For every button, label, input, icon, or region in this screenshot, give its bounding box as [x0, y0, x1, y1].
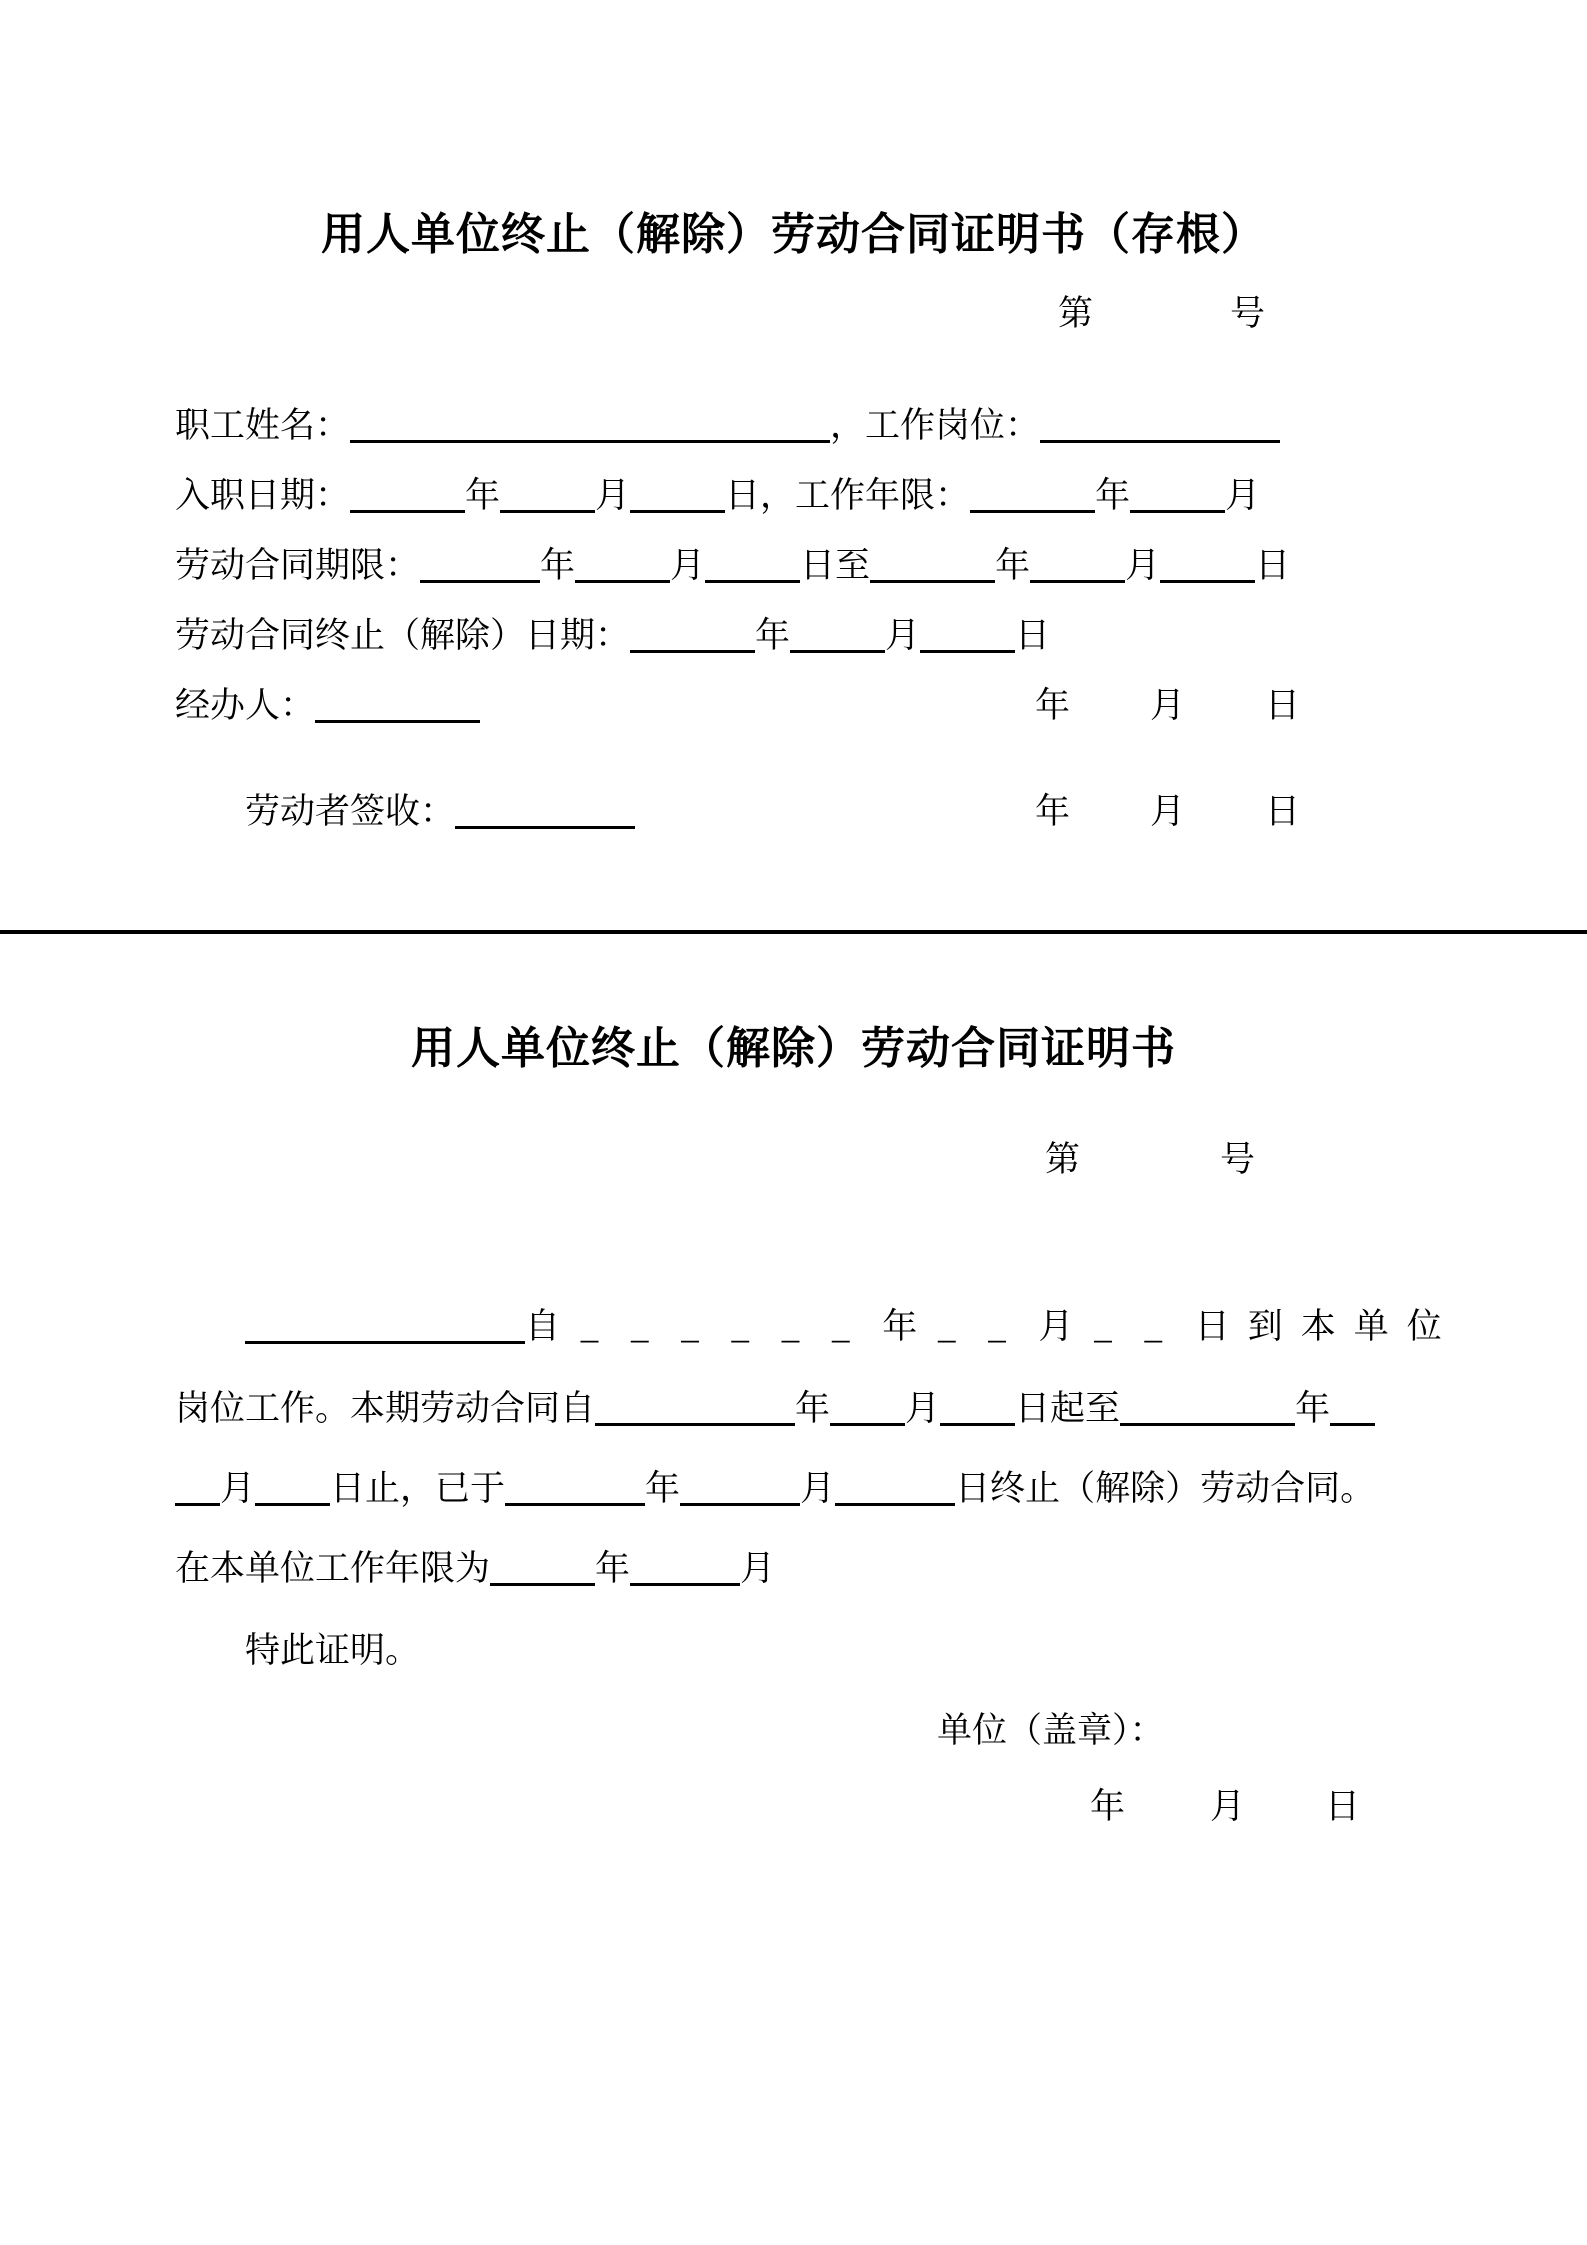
text-run: 号	[1230, 294, 1266, 333]
text-run: 年	[795, 1389, 831, 1428]
spacer	[175, 822, 245, 823]
text-run: 日	[1265, 686, 1301, 725]
spacer	[1125, 1817, 1210, 1818]
contract-term-line	[175, 542, 1415, 590]
spacer	[635, 822, 1035, 823]
text-run: 日，工作年限：	[725, 476, 971, 515]
text-run: 职工姓名：	[175, 406, 351, 445]
spacer	[175, 1817, 1090, 1818]
text-run: 月	[1038, 1307, 1074, 1346]
blank-underline	[175, 1466, 220, 1506]
text-run: 年	[645, 1469, 681, 1508]
blank-underline	[1330, 1386, 1375, 1426]
blank-underline	[500, 473, 595, 513]
spacer	[1093, 324, 1230, 325]
stub-number-line	[175, 290, 1415, 338]
blank-underline	[1120, 1386, 1295, 1426]
text-run: 在本单位工作年限为	[175, 1549, 491, 1588]
blank-underline	[680, 1466, 800, 1506]
certificate-paragraph-line-3	[175, 1465, 1415, 1513]
certificate-title: 用人单位终止（解除）劳动合同证明书	[411, 1024, 1176, 1073]
text-run: 年	[540, 546, 576, 585]
blank-underline	[255, 1466, 330, 1506]
blank-underline	[630, 613, 755, 653]
text-run: 劳动者签收：	[245, 792, 456, 831]
text-run: 日	[1265, 792, 1301, 831]
hire-date-line	[175, 472, 1415, 520]
blank-underline	[1030, 543, 1125, 583]
text-run: 自	[525, 1307, 561, 1346]
text-run: ，工作岗位：	[830, 406, 1041, 445]
text-run: 日至	[800, 546, 871, 585]
termination-date-line	[175, 612, 1415, 660]
text-run: 月	[670, 546, 706, 585]
handler-line	[175, 682, 1415, 730]
blank-underline	[790, 613, 885, 653]
spacer	[175, 1337, 245, 1338]
text-run: 年	[995, 546, 1031, 585]
spacer	[1245, 1817, 1325, 1818]
blank-underline	[455, 789, 635, 829]
text-run: 劳动合同终止（解除）日期：	[175, 616, 631, 655]
text-run: 劳动合同期限：	[175, 546, 421, 585]
text-run: 经办人：	[175, 686, 316, 725]
text-run: 年	[595, 1549, 631, 1588]
blank-underline	[575, 543, 670, 583]
text-run: 月	[905, 1389, 941, 1428]
text-run: 月	[800, 1469, 836, 1508]
text-run: _ _	[1073, 1307, 1195, 1346]
spacer	[175, 1170, 1045, 1171]
blank-underline	[630, 473, 725, 513]
text-run: 月	[1210, 1787, 1246, 1826]
blank-underline	[940, 1386, 1015, 1426]
text-run: _ _ _ _ _ _	[560, 1307, 883, 1346]
section-divider	[0, 930, 1587, 934]
blank-underline	[245, 1304, 525, 1344]
blank-underline	[420, 543, 540, 583]
text-run: 年	[465, 476, 501, 515]
certificate-paragraph-line-4	[175, 1545, 1415, 1593]
text-run: _ _	[917, 1307, 1039, 1346]
text-run: 号	[1220, 1140, 1256, 1179]
blank-underline	[490, 1546, 595, 1586]
blank-underline	[315, 683, 480, 723]
spacer	[480, 716, 1035, 717]
text-run: 年	[755, 616, 791, 655]
text-run: 日起至	[1015, 1389, 1121, 1428]
text-run: 月	[885, 616, 921, 655]
text-run: 日	[1325, 1787, 1361, 1826]
blank-underline	[505, 1466, 645, 1506]
text-run: 日到本单位	[1194, 1307, 1460, 1346]
text-run: 第	[1045, 1140, 1081, 1179]
spacer	[1070, 716, 1150, 717]
blank-underline	[1130, 473, 1225, 513]
text-run: 年	[1035, 686, 1071, 725]
spacer	[1080, 1170, 1220, 1171]
text-run: 年	[882, 1307, 918, 1346]
blank-underline	[595, 1386, 795, 1426]
blank-underline	[920, 613, 1015, 653]
text-run: 月	[1150, 686, 1186, 725]
spacer	[1185, 822, 1265, 823]
text-run: 年	[1295, 1389, 1331, 1428]
text-run: 年	[1095, 476, 1131, 515]
blank-underline	[835, 1466, 955, 1506]
blank-underline	[970, 473, 1095, 513]
certificate-date-line	[175, 1783, 1415, 1831]
blank-underline	[870, 543, 995, 583]
text-run: 日终止（解除）劳动合同。	[955, 1469, 1376, 1508]
company-seal-label: 单位（盖章）：	[937, 1711, 1165, 1750]
spacer	[1185, 716, 1265, 717]
certificate-paragraph-line-1	[175, 1303, 1460, 1351]
blank-underline	[350, 403, 830, 443]
text-run: 月	[1225, 476, 1261, 515]
employee-name-line	[175, 402, 1415, 450]
text-run: 月	[1150, 792, 1186, 831]
closing-statement: 特此证明。	[245, 1631, 421, 1670]
worker-signature-line	[175, 788, 1415, 836]
blank-underline	[630, 1546, 740, 1586]
text-run: 年	[1035, 792, 1071, 831]
certificate-number-line	[175, 1136, 1415, 1184]
text-run: 日止，已于	[330, 1469, 506, 1508]
text-run: 入职日期：	[175, 476, 351, 515]
blank-underline	[1040, 403, 1280, 443]
text-run: 岗位工作。本期劳动合同自	[175, 1389, 596, 1428]
text-run: 月	[220, 1469, 256, 1508]
certificate-paragraph-line-2	[175, 1385, 1415, 1433]
text-run: 月	[1125, 546, 1161, 585]
spacer	[175, 324, 1058, 325]
text-run: 第	[1058, 294, 1094, 333]
blank-underline	[350, 473, 465, 513]
blank-underline	[705, 543, 800, 583]
text-run: 日	[1015, 616, 1051, 655]
text-run: 月	[595, 476, 631, 515]
blank-underline	[830, 1386, 905, 1426]
spacer	[1070, 822, 1150, 823]
stub-title: 用人单位终止（解除）劳动合同证明书（存根）	[321, 210, 1266, 259]
text-run: 日	[1255, 546, 1291, 585]
text-run: 年	[1090, 1787, 1126, 1826]
blank-underline	[1160, 543, 1255, 583]
text-run: 月	[740, 1549, 776, 1588]
